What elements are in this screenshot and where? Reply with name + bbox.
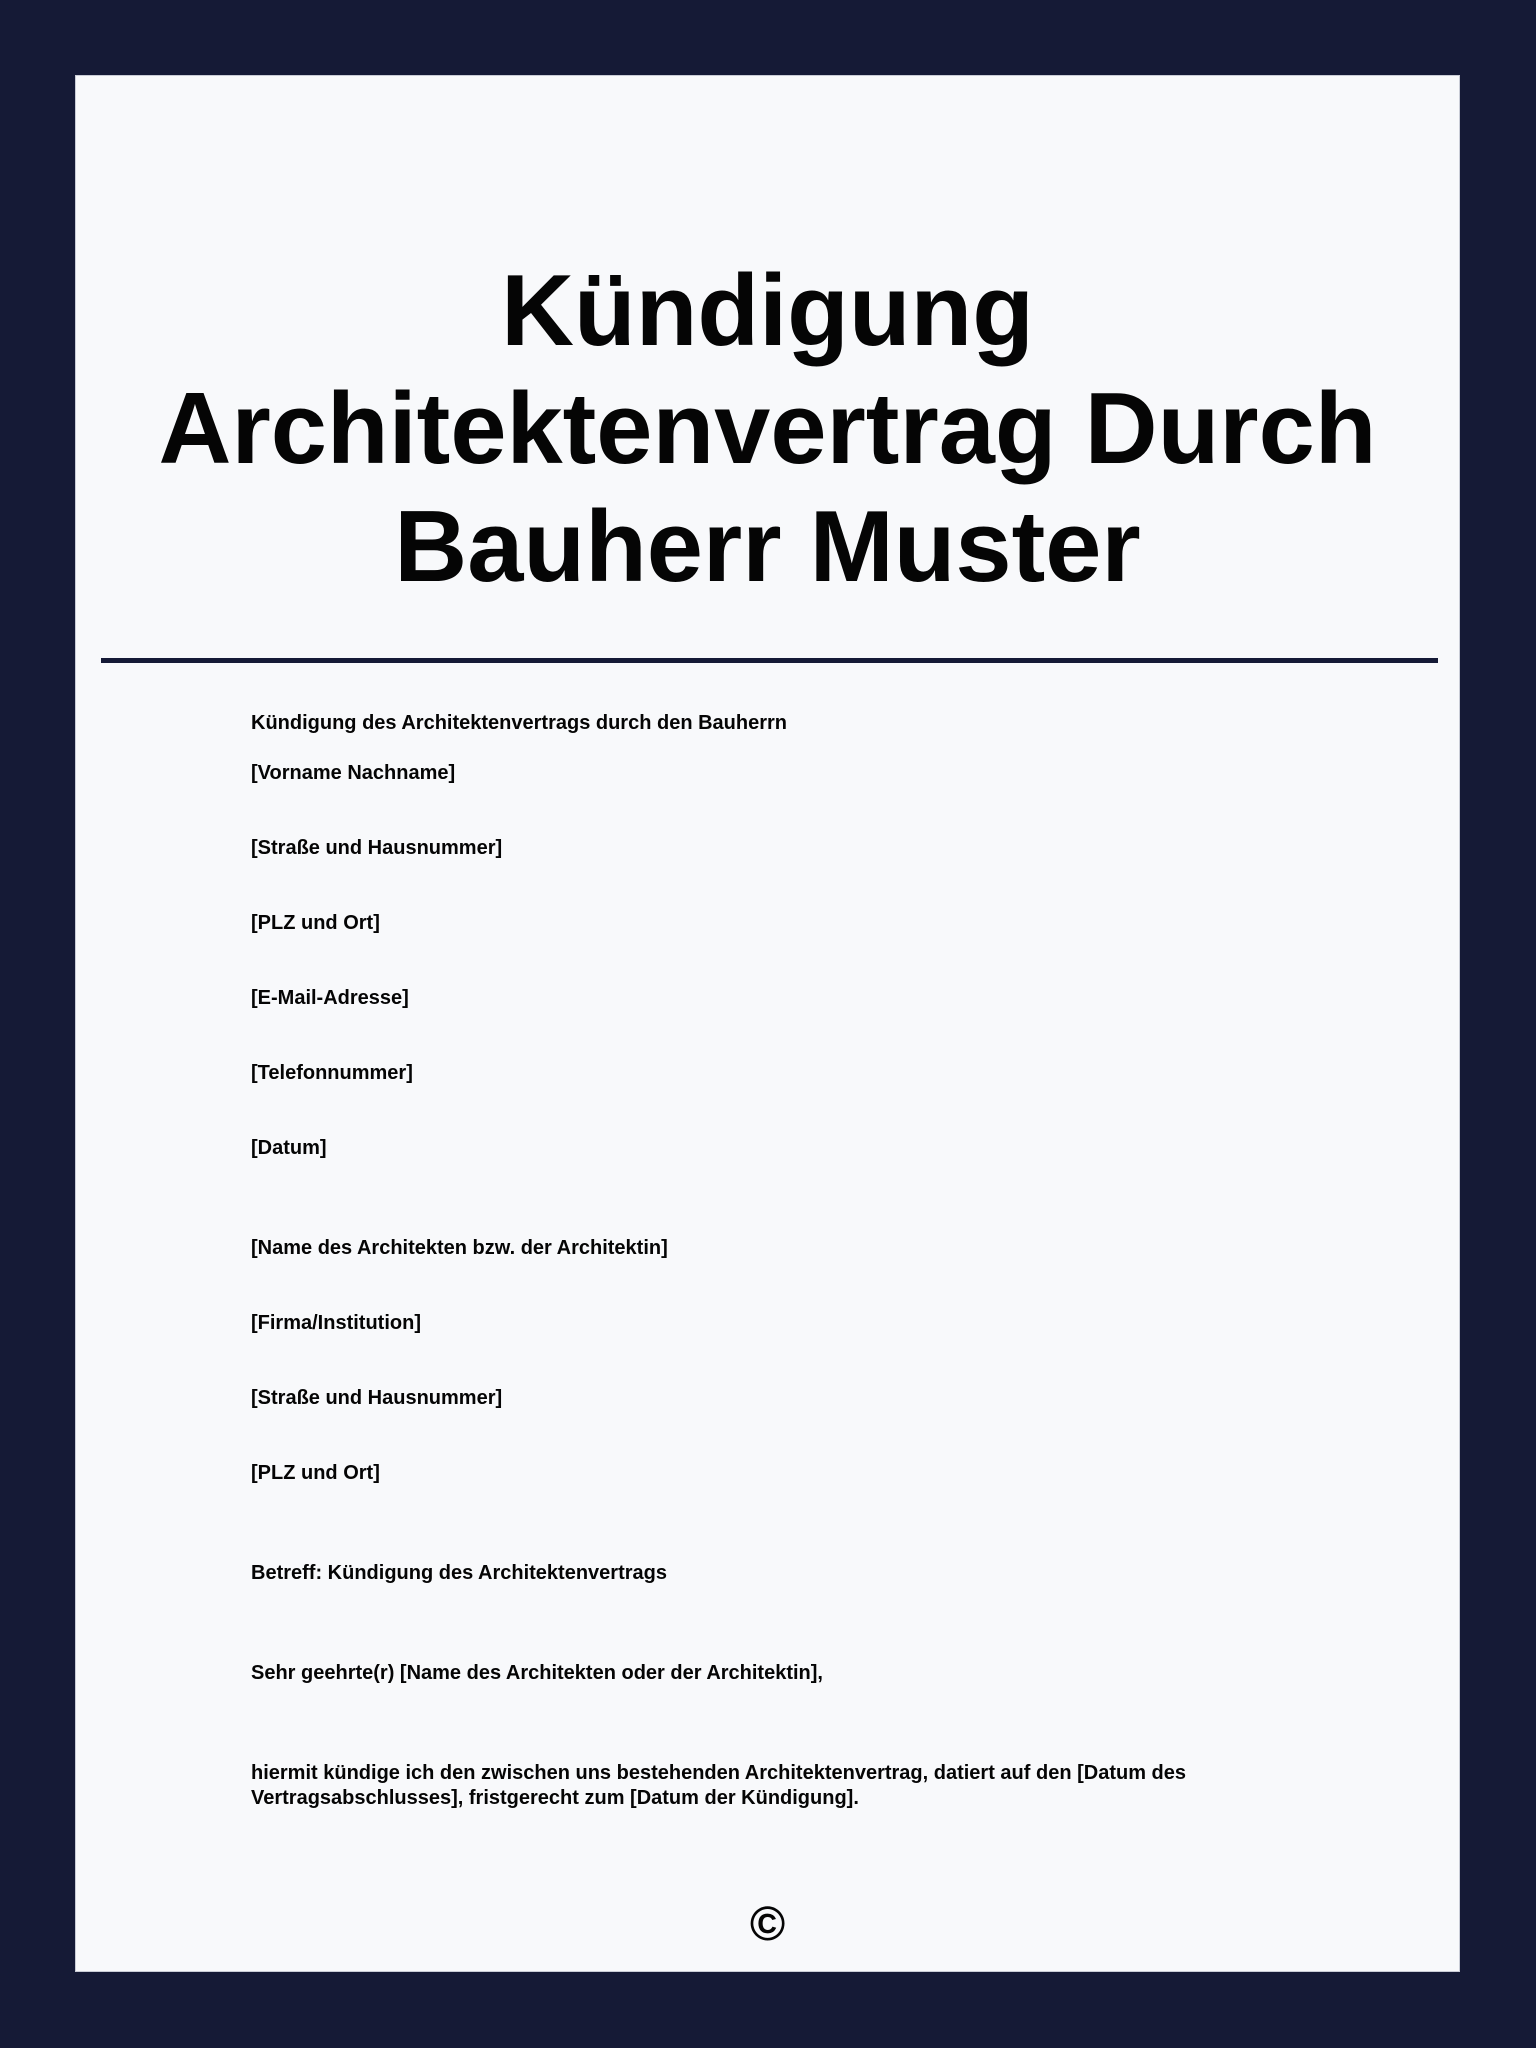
recipient-street: [Straße und Hausnummer] — [251, 1387, 503, 1409]
letter-date: [Datum] — [251, 1137, 327, 1159]
letter-subject: Betreff: Kündigung des Architektenvertrags — [251, 1562, 667, 1584]
sender-city: [PLZ und Ort] — [251, 912, 380, 934]
copyright-symbol: © — [749, 1898, 786, 1951]
recipient-company: [Firma/Institution] — [251, 1312, 421, 1334]
sender-phone: [Telefonnummer] — [251, 1062, 413, 1084]
document-page — [75, 75, 1460, 1972]
letter-paragraph: hiermit kündige ich den zwischen uns bestehenden Architektenvertrag, datiert auf den [Datum des Vertragsabschlusses], fristgerecht zum [Datum der Kündigung]. — [251, 1762, 1186, 1809]
document-title: Kündigung Architektenvertrag Durch Bauherr Muster — [158, 255, 1377, 603]
sender-name: [Vorname Nachname] — [251, 762, 456, 784]
sender-email: [E-Mail-Adresse] — [251, 987, 409, 1009]
recipient-city: [PLZ und Ort] — [251, 1462, 380, 1484]
recipient-name: [Name des Architekten bzw. der Architektin] — [251, 1237, 668, 1259]
letter-heading: Kündigung des Architektenvertrags durch den Bauherrn — [251, 712, 788, 734]
title-divider — [101, 658, 1438, 663]
letter-salutation: Sehr geehrte(r) [Name des Architekten oder der Architektin], — [251, 1662, 823, 1684]
sender-street: [Straße und Hausnummer] — [251, 837, 503, 859]
